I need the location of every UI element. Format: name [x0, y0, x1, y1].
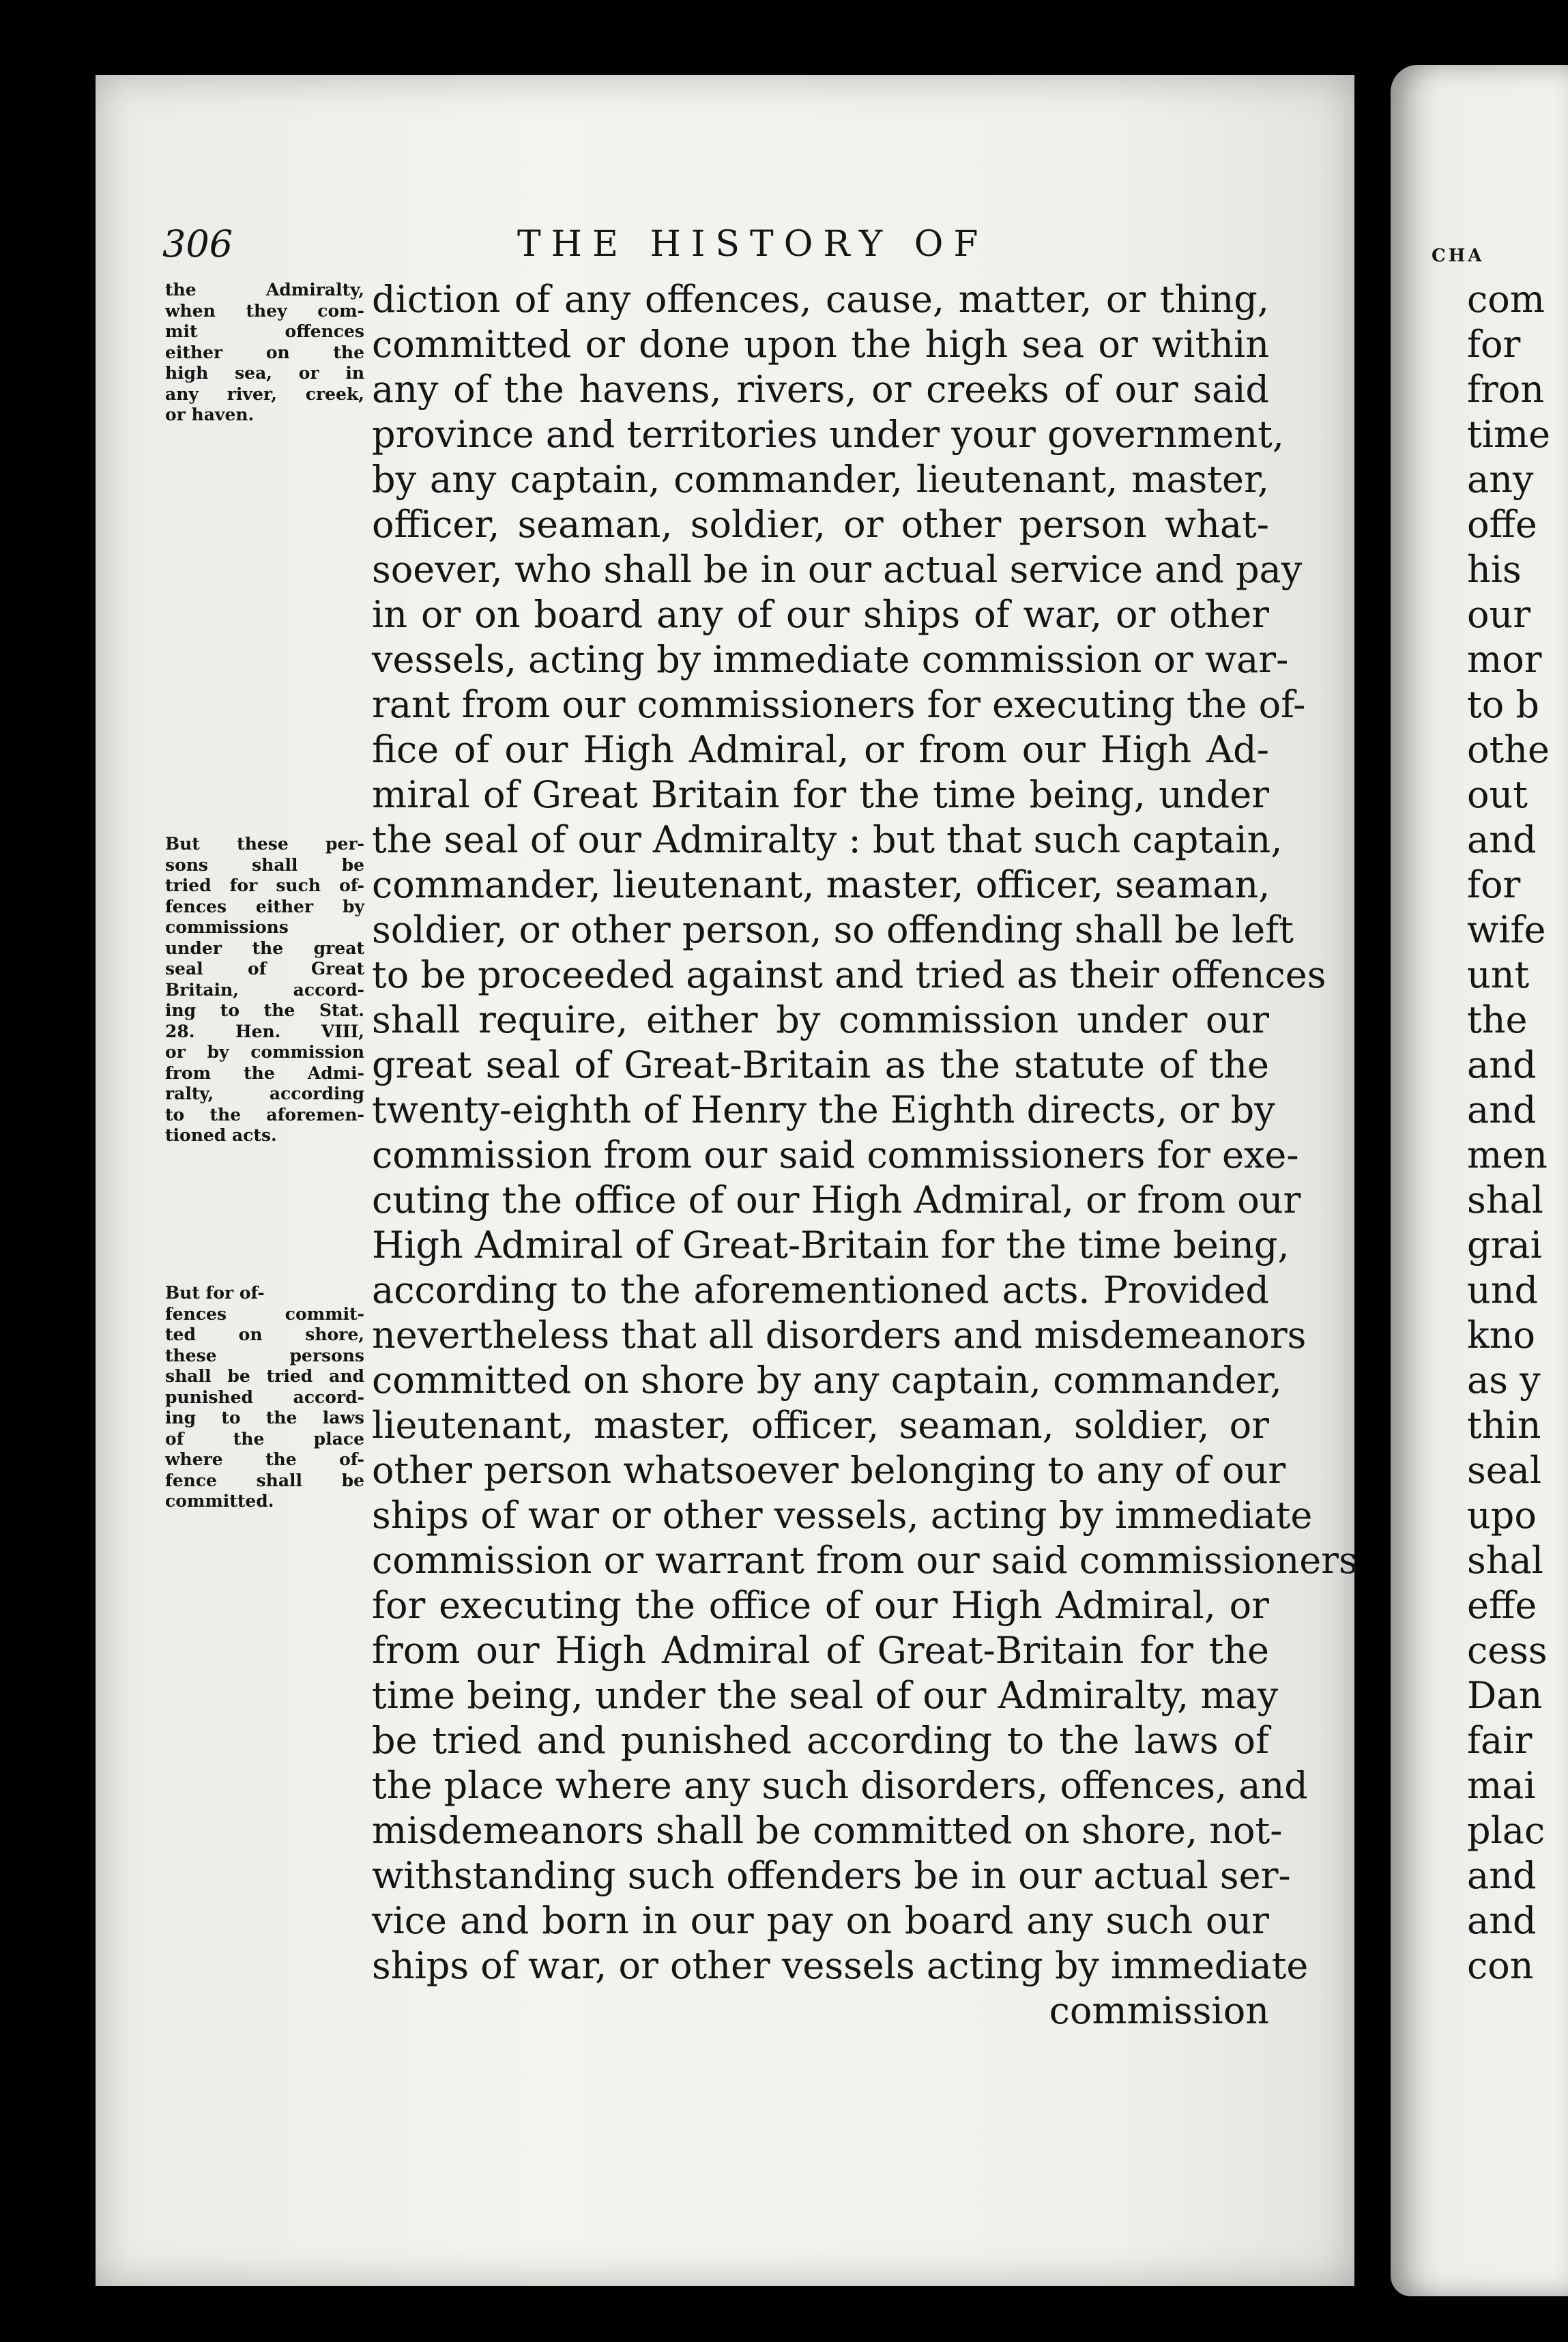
text-line: cuting the office of our High Admiral, or from our	[372, 1179, 1301, 1221]
text-line: the place where any such disorders, offences, and	[372, 1764, 1308, 1807]
note-line: high sea, or in	[165, 363, 364, 383]
note-line: punished accord-	[165, 1387, 364, 1407]
fragment-line: any	[1467, 458, 1534, 501]
fragment-line: and	[1467, 1043, 1537, 1086]
note-line: seal of Great	[165, 959, 364, 979]
fragment-line: fair	[1467, 1719, 1533, 1762]
text-line: committed or done upon the high sea or within	[372, 323, 1269, 366]
note-line: But these per-	[165, 834, 364, 854]
note-line: from the Admi-	[165, 1062, 364, 1083]
fragment-line: for	[1467, 323, 1521, 366]
catchword: commission	[1049, 1989, 1269, 2032]
fragment-line: men	[1467, 1133, 1548, 1176]
fragment-line: seal	[1467, 1449, 1542, 1492]
text-line: commander, lieutenant, master, officer, seaman,	[372, 863, 1271, 906]
fragment-line: Dan	[1467, 1674, 1543, 1717]
note-line: to the aforemen-	[165, 1104, 364, 1125]
fragment-line: con	[1467, 1944, 1534, 1987]
text-line: soever, who shall be in our actual service and pay	[372, 548, 1303, 591]
text-line: vice and born in our pay on board any such our	[372, 1899, 1269, 1942]
text-line: rant from our commissioners for executing the of-	[372, 683, 1306, 726]
fragment-line: his	[1467, 548, 1522, 591]
text-line: to be proceeded against and tried as their offences	[372, 953, 1326, 996]
text-line: ships of war or other vessels, acting by immediate	[372, 1494, 1313, 1537]
note-line: or haven.	[165, 405, 255, 424]
note-line: committed.	[165, 1491, 274, 1511]
text-line: officer, seaman, soldier, or other person what-	[372, 503, 1269, 546]
note-line: ing to the Stat.	[165, 1000, 364, 1020]
note-line: fence shall be	[165, 1470, 364, 1490]
fragment-line: and	[1467, 818, 1537, 861]
note-line: 28. Hen. VIII,	[165, 1021, 364, 1041]
text-line: great seal of Great-Britain as the statute of the	[372, 1043, 1269, 1086]
fragment-line: thin	[1467, 1404, 1541, 1447]
fragment-line: mor	[1467, 638, 1542, 681]
note-line: when they com-	[165, 300, 364, 321]
marginal-note-admiralty	[165, 280, 364, 426]
fragment-line: and	[1467, 1899, 1537, 1942]
text-line: soldier, or other person, so offending shall be left	[372, 908, 1294, 951]
facing-page-text	[1467, 277, 1551, 1989]
body-text	[372, 277, 1358, 2034]
fragment-line: kno	[1467, 1314, 1536, 1357]
note-line: either on the	[165, 342, 364, 362]
fragment-line: upo	[1467, 1494, 1537, 1537]
text-line: shall require, either by commission under our	[372, 998, 1269, 1041]
fragment-line: out	[1467, 773, 1528, 816]
fragment-line: to b	[1467, 683, 1539, 726]
fragment-line: offe	[1467, 503, 1537, 546]
fragment-line: for	[1467, 863, 1521, 906]
fragment-line: as y	[1467, 1359, 1541, 1402]
text-line: miral of Great Britain for the time being, under	[372, 773, 1269, 816]
note-line: where the of-	[165, 1449, 364, 1469]
note-line: commissions	[165, 917, 289, 937]
facing-page-head: CHA	[1432, 246, 1485, 266]
text-line: diction of any offences, cause, matter, or thing,	[372, 278, 1269, 321]
marginal-note-trial-by-commission	[165, 834, 364, 1146]
note-line: ing to the laws	[165, 1408, 364, 1428]
text-line: the seal of our Admiralty : but that such captain,	[372, 818, 1283, 861]
note-line: But for of-	[165, 1283, 265, 1303]
fragment-line: mai	[1467, 1764, 1536, 1807]
fragment-line: und	[1467, 1269, 1539, 1312]
text-line: committed on shore by any captain, commander,	[372, 1359, 1282, 1402]
text-line: province and territories under your government,	[372, 413, 1284, 456]
fragment-line: othe	[1467, 728, 1550, 771]
text-line: from our High Admiral of Great-Britain for the	[372, 1629, 1269, 1672]
note-line: fences commit-	[165, 1303, 364, 1324]
running-head	[162, 217, 1275, 272]
fragment-line: and	[1467, 1854, 1537, 1897]
text-line: fice of our High Admiral, or from our High Ad-	[372, 728, 1269, 771]
fragment-line: unt	[1467, 953, 1530, 996]
fragment-line: the	[1467, 998, 1528, 1041]
text-line: twenty-eighth of Henry the Eighth directs, or by	[372, 1088, 1275, 1131]
text-line: commission or warrant from our said commissioners	[372, 1539, 1358, 1582]
fragment-line: cess	[1467, 1629, 1548, 1672]
fragment-line: effe	[1467, 1584, 1537, 1627]
note-line: Britain, accord-	[165, 979, 364, 1000]
text-line: time being, under the seal of our Admiralty, may	[372, 1674, 1279, 1717]
note-line: ted on shore,	[165, 1325, 364, 1344]
text-line: misdemeanors shall be committed on shore, not-	[372, 1809, 1283, 1852]
text-line: for executing the office of our High Admiral, or	[372, 1584, 1269, 1627]
text-line: withstanding such offenders be in our actual ser-	[372, 1854, 1291, 1897]
note-line: or by commission	[165, 1042, 364, 1062]
note-line: of the place	[165, 1428, 364, 1449]
text-line: lieutenant, master, officer, seaman, soldier, or	[372, 1404, 1269, 1447]
fragment-line: shal	[1467, 1539, 1543, 1582]
text-line: by any captain, commander, lieutenant, master,	[372, 458, 1269, 501]
fragment-line: shal	[1467, 1179, 1543, 1221]
fragment-line: fron	[1467, 368, 1545, 411]
text-line: be tried and punished according to the laws of	[372, 1719, 1269, 1762]
text-line: other person whatsoever belonging to any of our	[372, 1449, 1286, 1492]
text-line: nevertheless that all disorders and misdemeanors	[372, 1314, 1307, 1357]
fragment-line: and	[1467, 1088, 1537, 1131]
text-line: any of the havens, rivers, or creeks of our said	[372, 368, 1269, 411]
fragment-line: our	[1467, 593, 1531, 636]
note-line: mit offences	[165, 321, 364, 341]
fragment-line: com	[1467, 278, 1545, 321]
running-title: THE HISTORY OF	[517, 224, 989, 265]
text-line: in or on board any of our ships of war, or other	[372, 593, 1269, 636]
note-line: the Admiralty,	[165, 280, 364, 300]
text-line: High Admiral of Great-Britain for the time being,	[372, 1224, 1290, 1267]
fragment-line: grai	[1467, 1224, 1542, 1267]
note-line: fences either by	[165, 896, 364, 916]
marginal-note-offences-on-shore	[165, 1283, 364, 1512]
note-line: tried for such of-	[165, 876, 364, 895]
fragment-line: plac	[1467, 1809, 1545, 1852]
text-line: according to the aforementioned acts. Provided	[372, 1269, 1269, 1312]
text-line: vessels, acting by immediate commission or war-	[372, 638, 1289, 681]
fragment-line: time	[1467, 413, 1551, 456]
page-number: 306	[162, 222, 233, 265]
text-line: commission from our said commissioners for exe-	[372, 1133, 1299, 1176]
text-line: ships of war, or other vessels acting by immediate	[372, 1944, 1309, 1987]
note-line: under the great	[165, 938, 364, 958]
note-line: any river, creek,	[165, 384, 364, 404]
note-line: ralty, according	[165, 1084, 364, 1103]
fragment-line: wife	[1467, 908, 1546, 951]
note-line: tioned acts.	[165, 1125, 277, 1145]
note-line: sons shall be	[165, 854, 364, 875]
note-line: these persons	[165, 1345, 364, 1365]
note-line: shall be tried and	[165, 1366, 364, 1386]
